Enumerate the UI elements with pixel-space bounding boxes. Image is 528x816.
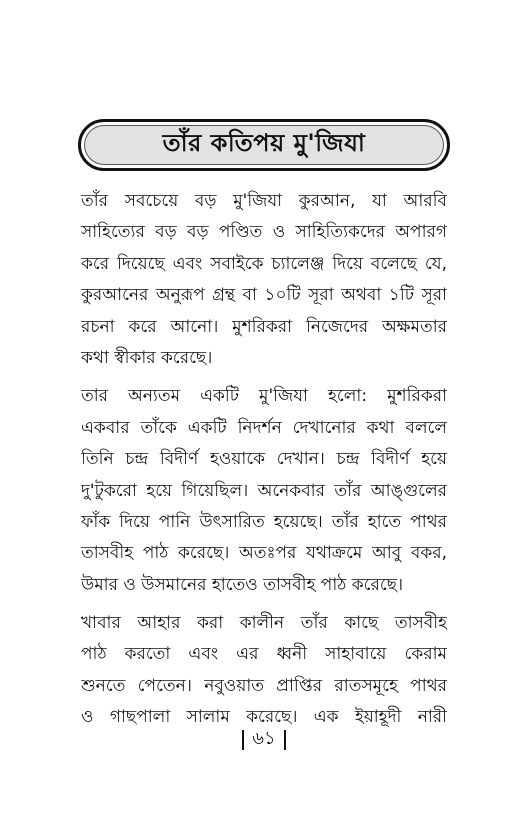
text-line: তিনি চন্দ্র বিদীর্ণ হওয়াকে দেখান। চন্দ্র বিদীর্ণ হয়ে [81,449,447,470]
text-line: কথা স্বীকার করেছে। [81,347,213,368]
text-line: তার অন্যতম একটি মু'জিযা হলো: মুশরিকরা [81,386,447,407]
page-number-divider-left [242,730,244,750]
paragraph-3 [81,608,447,734]
body-text [81,186,447,741]
page-number-divider-right [284,730,286,750]
text-line: করে দিয়েছে এবং সবাইকে চ্যালেঞ্জ দিয়ে বলেছে যে, [81,253,447,274]
text-line: পাঠ করতো এবং এর ধ্বনী সাহাবায়ে কেরাম [81,644,447,665]
text-line: একবার তাঁকে একটি নিদর্শন দেখানোর কথা বললে [81,417,447,438]
text-line: তাসবীহ পাঠ করেছে। অতঃপর যথাক্রমে আবু বকর, [81,543,447,564]
text-line: শুনতে পেতেন। নবুওয়াত প্রাপ্তির রাতসমূহে পাথর [81,675,447,696]
chapter-title: তাঁর কতিপয় মু'জিযা [162,129,366,157]
paragraph-2 [81,381,447,601]
text-line: কুরআনের অনুরূপ গ্রন্থ বা ১০টি সূরা অথবা ১টি সূরা [81,285,447,306]
text-line: ফাঁক দিয়ে পানি উৎসারিত হয়েছে। তাঁর হাতে পাথর [81,511,447,532]
text-line: ও গাছপালা সালাম করেছে। এক ইয়াহূদী নারী [81,707,447,728]
paragraph-1 [81,186,447,374]
text-line: তাঁর সবচেয়ে বড় মু'জিযা কুরআন, যা আরবি [81,191,447,211]
text-line: দু'টুকরো হয়ে গিয়েছিল। অনেকবার তাঁর আঙ্গুলের [81,480,447,501]
text-line: উমার ও উসমানের হাতেও তাসবীহ পাঠ করেছে। [81,574,404,595]
page-number [0,724,528,755]
page-number-value: ৬১ [252,728,276,749]
text-line: রচনা করে আনো। মুশরিকরা নিজেদের অক্ষমতার [81,316,447,337]
chapter-title-banner [78,119,450,171]
text-line: খাবার আহার করা কালীন তাঁর কাছে তাসবীহ [81,613,447,634]
text-line: সাহিত্যের বড় বড় পণ্ডিত ও সাহিত্যিকদের অপারগ [81,222,447,243]
